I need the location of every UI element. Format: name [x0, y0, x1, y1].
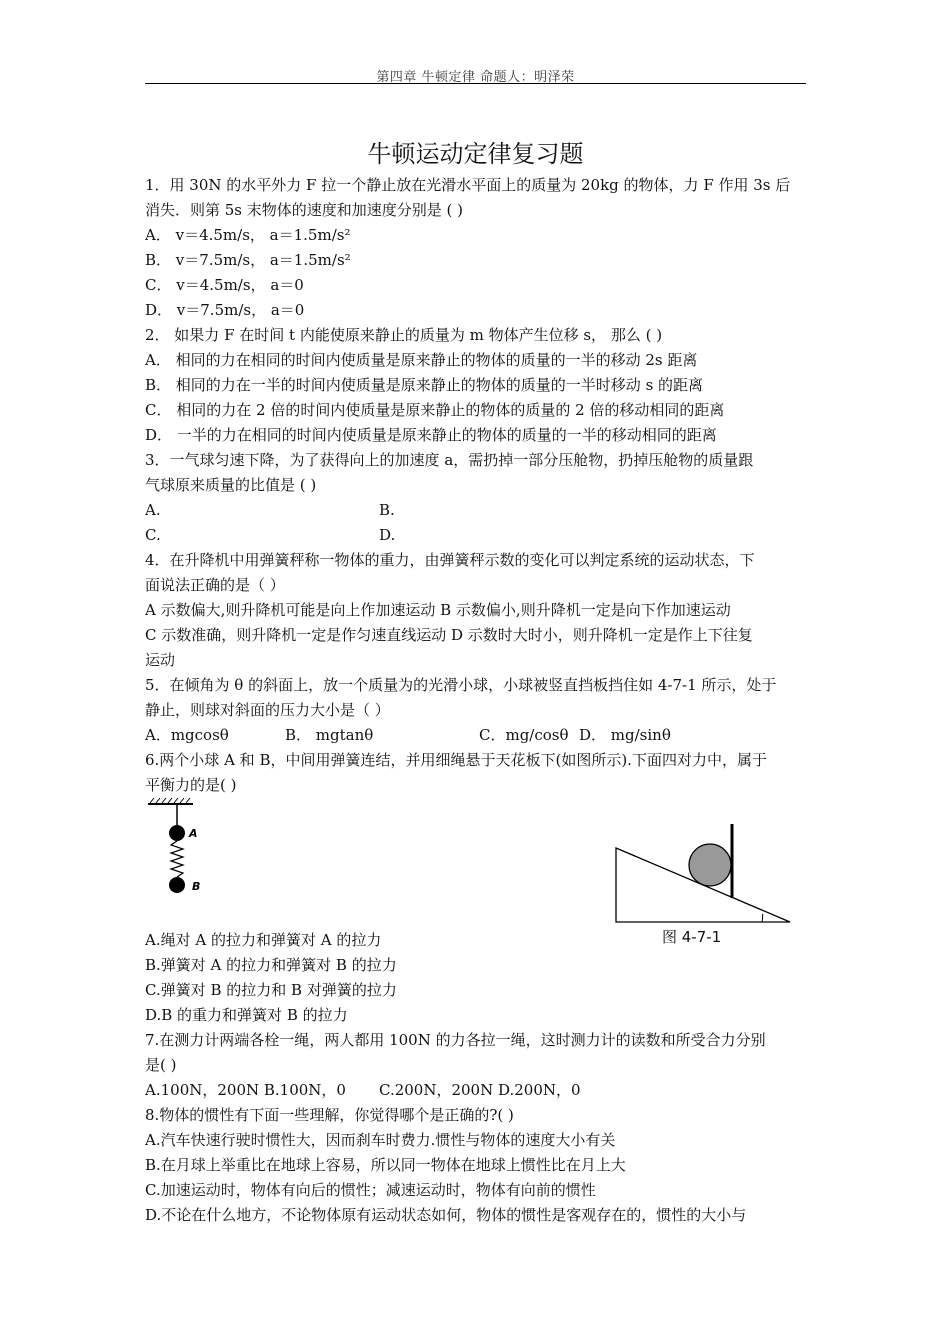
q2-option-a: A． 相同的力在相同的时间内使质量是原来静止的物体的质量的一半的移动 2s 距离	[145, 351, 698, 369]
q3-option-c: C.	[145, 526, 161, 544]
q8-option-b: B.在月球上举重比在地球上容易，所以同一物体在地球上惯性比在月上大	[145, 1156, 626, 1174]
q7-stem-line1: 7.在测力计两端各栓一绳，两人都用 100N 的力各拉一绳，这时测力计的读数和所受合力分别	[145, 1031, 766, 1049]
q3-option-b: B.	[379, 501, 395, 519]
q7-options-cd: C.200N，200N D.200N，0	[379, 1081, 581, 1099]
angle-arc	[762, 914, 763, 922]
q7-stem-line2: 是( )	[145, 1056, 177, 1074]
q5-option-d: D． mg/sinθ	[579, 726, 671, 744]
q6-stem-line1: 6.两个小球 A 和 B，中间用弹簧连结，并用细绳悬于天花板下(如图所示).下面四对力中，属于	[145, 751, 767, 769]
q5-stem-line1: 5．在倾角为 θ 的斜面上，放一个质量为的光滑小球，小球被竖直挡板挡住如 4-7-1 所示，处于	[145, 676, 777, 694]
q4-options-cd: C 示数准确，则升降机一定是作匀速直线运动 D 示数时大时小，则升降机一定是作上下往复	[145, 626, 753, 644]
q6-option-a: A.绳对 A 的拉力和弹簧对 A 的拉力	[145, 931, 382, 949]
q2-option-c: C． 相同的力在 2 倍的时间内使质量是原来静止的物体的质量的 2 倍的移动相同的距离	[145, 401, 725, 419]
q1-stem-line2: 消失．则第 5s 末物体的速度和加速度分别是 ( )	[145, 201, 464, 219]
q8-option-c: C.加速运动时，物体有向后的惯性；减速运动时，物体有向前的惯性	[145, 1181, 596, 1199]
q5-option-c: C．mg/cosθ	[479, 726, 569, 744]
figure-caption: 图 4-7-1	[662, 928, 722, 946]
incline-figure	[612, 820, 794, 926]
q3-stem-line1: 3．一气球匀速下降，为了获得向上的加速度 a，需扔掉一部分压舱物，扔掉压舱物的质量跟	[145, 451, 754, 469]
document-title: 牛顿运动定律复习题	[367, 140, 584, 168]
header-rule	[145, 83, 806, 84]
q6-option-d: D.B 的重力和弹簧对 B 的拉力	[145, 1006, 348, 1024]
ceiling-hatching	[150, 798, 190, 803]
q6-option-c: C.弹簧对 B 的拉力和 B 对弹簧的拉力	[145, 981, 397, 999]
q2-stem: 2． 如果力 F 在时间 t 内能使原来静止的质量为 m 物体产生位移 s， 那么 ( )	[145, 326, 663, 344]
ball-a	[169, 825, 185, 841]
q3-option-a: A.	[145, 501, 161, 519]
q5-option-b: B． mgtanθ	[285, 726, 374, 744]
q3-options-row1	[145, 498, 806, 523]
q7-options-ab: A.100N，200N B.100N，0	[145, 1081, 346, 1099]
q6-option-b: B.弹簧对 A 的拉力和弹簧对 B 的拉力	[145, 956, 397, 974]
q8-stem: 8.物体的惯性有下面一些理解，你觉得哪个是正确的?( )	[145, 1106, 514, 1124]
q1-option-d: D． v＝7.5m/s， a＝0	[145, 301, 305, 319]
question-list	[145, 173, 806, 1228]
q6-stem-line2: 平衡力的是( )	[145, 776, 237, 794]
q1-option-c: C． v＝4.5m/s， a＝0	[145, 276, 304, 294]
q4-options-ab: A 示数偏大,则升降机可能是向上作加速运动 B 示数偏小,则升降机一定是向下作加速运动	[145, 601, 731, 619]
q1-stem-line1: 1．用 30N 的水平外力 F 拉一个静止放在光滑水平面上的质量为 20kg 的物体，力 F 作用 3s 后	[145, 176, 791, 194]
q8-option-a: A.汽车快速行驶时惯性大，因而刹车时费力.惯性与物体的速度大小有关	[145, 1131, 616, 1149]
q5-stem-line2: 静止，则球对斜面的压力大小是（ ）	[145, 701, 390, 719]
spring-coil	[171, 841, 183, 877]
q4-stem-line2: 面说法正确的是（ ）	[145, 576, 285, 594]
page-header: 第四章 牛顿定律 命题人：明泽荣	[376, 70, 575, 85]
ball-b-label: B	[192, 880, 201, 893]
ball-b	[169, 877, 185, 893]
smooth-ball	[689, 844, 731, 886]
q4-stem-line1: 4．在升降机中用弹簧秤称一物体的重力，由弹簧秤示数的变化可以判定系统的运动状态，下	[145, 551, 755, 569]
q8-option-d: D.不论在什么地方，不论物体原有运动状态如何，物体的惯性是客观存在的，惯性的大小与	[145, 1206, 747, 1224]
q7-options	[145, 1078, 806, 1103]
q3-stem-line2: 气球原来质量的比值是 ( )	[145, 476, 317, 494]
q1-option-b: B． v＝7.5m/s， a＝1.5m/s²	[145, 251, 351, 269]
q2-option-b: B． 相同的力在一半的时间内使质量是原来静止的物体的质量的一半时移动 s 的距离	[145, 376, 704, 394]
spring-balls-figure	[145, 796, 225, 906]
q3-options-row2	[145, 523, 806, 548]
q1-option-a: A． v＝4.5m/s， a＝1.5m/s²	[145, 226, 351, 244]
q4-options-cd-cont: 运动	[145, 651, 176, 669]
q3-option-d: D.	[379, 526, 396, 544]
q5-options	[145, 723, 806, 748]
q5-option-a: A．mgcosθ	[145, 726, 229, 744]
q2-option-d: D． 一半的力在相同的时间内使质量是原来静止的物体的质量的一半的移动相同的距离	[145, 426, 717, 444]
ball-a-label: A	[189, 827, 198, 840]
